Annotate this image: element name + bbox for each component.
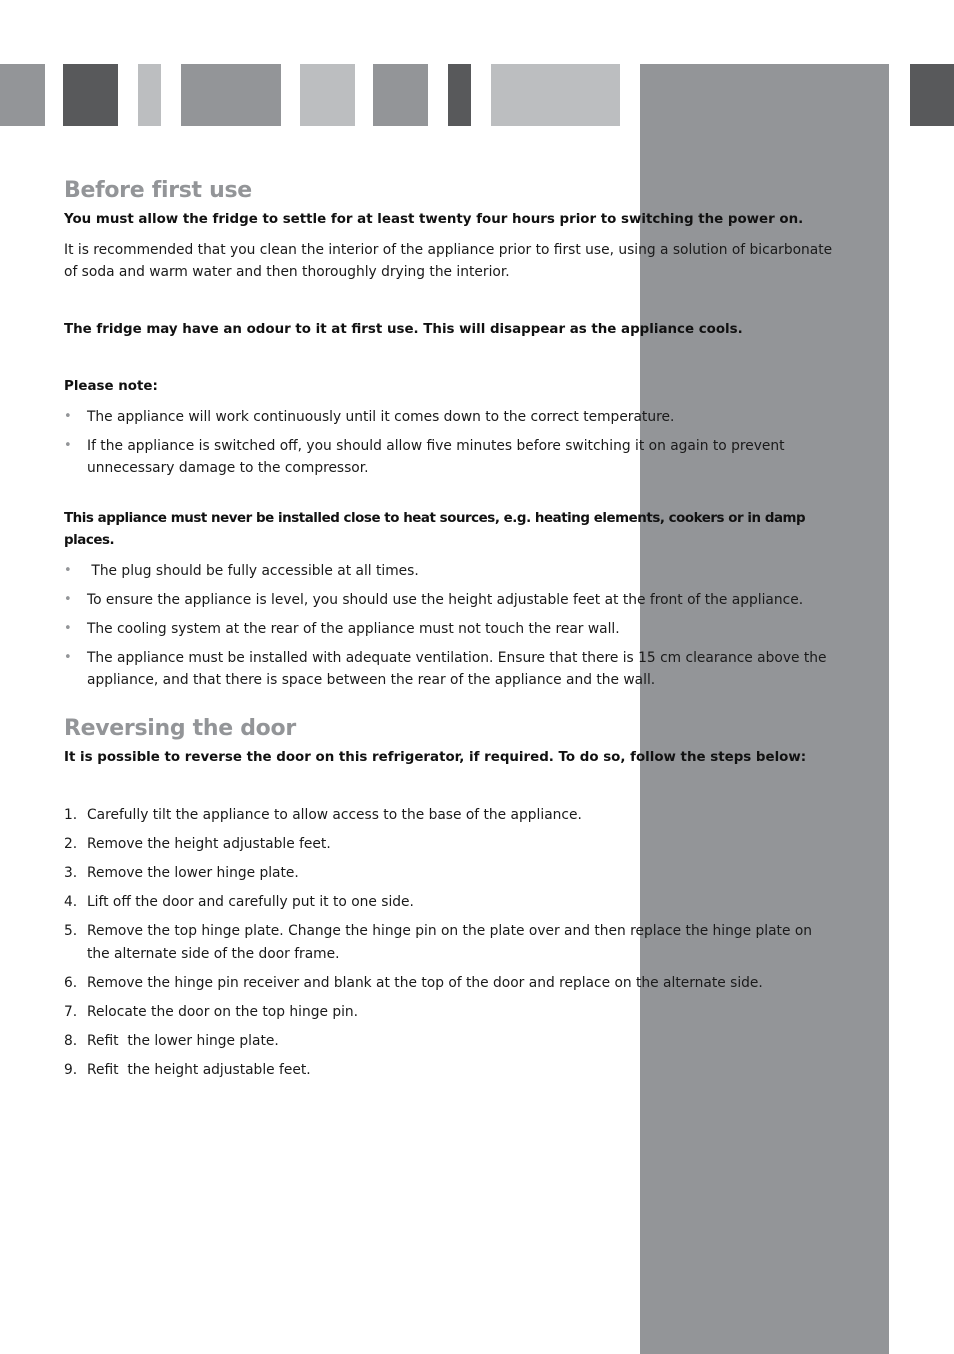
header-block-9 bbox=[910, 64, 954, 126]
bullet-icon: • bbox=[64, 591, 72, 607]
bullet-icon: • bbox=[64, 649, 72, 665]
list-item: • The appliance will work continuously until it comes down to the correct temperature. bbox=[64, 406, 834, 429]
header-block-3 bbox=[138, 64, 161, 126]
reversing-steps bbox=[64, 804, 834, 1081]
header-block-7 bbox=[448, 64, 471, 126]
please-note-list bbox=[64, 406, 834, 480]
please-note-label: Please note: bbox=[64, 379, 158, 394]
header-block-6 bbox=[373, 64, 428, 126]
step-item: 8. Refit the lower hinge plate. bbox=[64, 1032, 279, 1049]
step-item: 2. Remove the height adjustable feet. bbox=[64, 836, 331, 852]
list-item: • The cooling system at the rear of the appliance must not touch the rear wall. bbox=[64, 618, 834, 641]
bullet-icon: • bbox=[64, 620, 72, 636]
bullet-icon: • bbox=[64, 408, 72, 424]
install-warning: This appliance must never be installed close to heat sources, e.g. heating elements, cookers or in damp places. bbox=[64, 510, 806, 548]
header-block-4 bbox=[181, 64, 281, 126]
header-block-8 bbox=[491, 64, 620, 126]
header-block-2 bbox=[63, 64, 118, 126]
bullet-icon: • bbox=[64, 562, 72, 578]
step-item: 5. Remove the top hinge plate. Change the hinge pin on the plate over and then replace the hinge plate on the alternate side of the door frame. bbox=[64, 923, 813, 962]
step-item: 3. Remove the lower hinge plate. bbox=[64, 865, 299, 881]
install-list bbox=[64, 560, 834, 692]
list-item: • If the appliance is switched off, you should allow five minutes before switching it on again to prevent unnecessary damage to the compressor. bbox=[64, 435, 834, 480]
step-item: 1. Carefully tilt the appliance to allow access to the base of the appliance. bbox=[64, 807, 582, 823]
settle-note: You must allow the fridge to settle for at least twenty four hours prior to switching the power on. bbox=[64, 212, 804, 227]
reversing-intro: It is possible to reverse the door on this refrigerator, if required. To do so, follow the steps below: bbox=[64, 749, 807, 765]
reversing-door-heading: Reversing the door bbox=[64, 715, 296, 741]
list-item: • The appliance must be installed with adequate ventilation. Ensure that there is 15 cm clearance above the appliance, and that there is space between the rear of the appliance and the wall. bbox=[64, 647, 834, 692]
before-first-use-heading: Before first use bbox=[64, 178, 252, 203]
clean-text: It is recommended that you clean the interior of the appliance prior to first use, using a solution of bicarbonate of soda and warm water and then thoroughly drying the interior. bbox=[64, 241, 833, 280]
header-block-1 bbox=[0, 64, 45, 126]
step-item: 4. Lift off the door and carefully put it to one side. bbox=[64, 894, 414, 910]
step-item: 6. Remove the hinge pin receiver and blank at the top of the door and replace on the alternate side. bbox=[64, 974, 763, 991]
list-item: • The plug should be fully accessible at all times. bbox=[64, 560, 834, 583]
odour-note: The fridge may have an odour to it at first use. This will disappear as the appliance cools. bbox=[64, 321, 743, 337]
step-item: 9. Refit the height adjustable feet. bbox=[64, 1061, 311, 1078]
bullet-icon: • bbox=[64, 437, 72, 453]
page-content bbox=[64, 176, 834, 1088]
header-block-5 bbox=[300, 64, 355, 126]
list-item: • To ensure the appliance is level, you should use the height adjustable feet at the front of the appliance. bbox=[64, 589, 834, 612]
step-item: 7. Relocate the door on the top hinge pin. bbox=[64, 1003, 359, 1020]
